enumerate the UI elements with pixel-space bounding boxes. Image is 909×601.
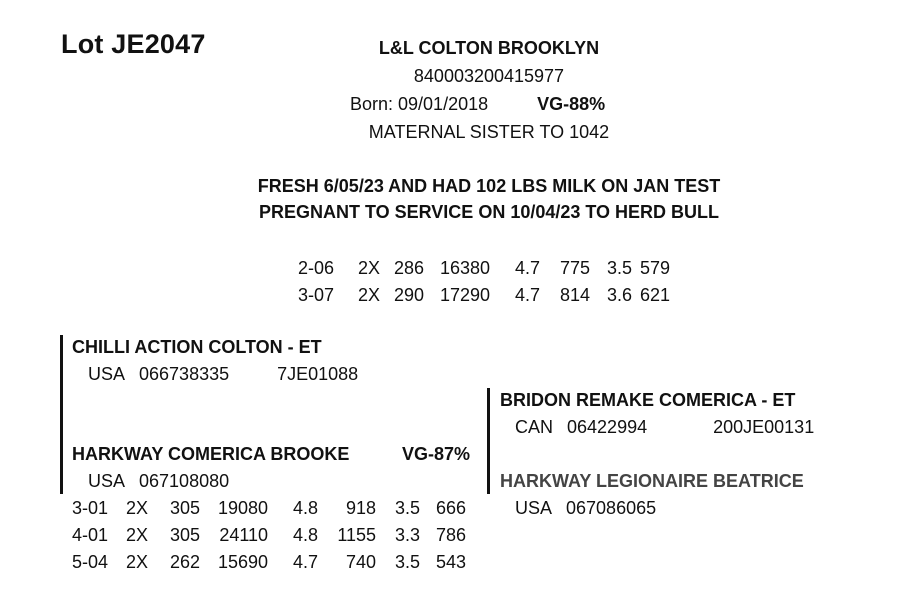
- maternal-dam-name: HARKWAY LEGIONAIRE BEATRICE: [500, 471, 804, 491]
- record-cell: 786: [435, 525, 467, 545]
- record-cell: 814: [559, 285, 590, 305]
- record-cell: 918: [345, 498, 377, 518]
- record-cell: 2X: [357, 258, 380, 278]
- record-cell: 4.8: [293, 525, 319, 545]
- fresh-remark: FRESH 6/05/23 AND HAD 102 LBS MILK ON JAN TEST: [257, 176, 721, 196]
- maternal-sire-code: 200JE00131: [713, 417, 815, 437]
- record-cell: 290: [393, 285, 424, 305]
- record-row: [298, 282, 670, 309]
- birth-date: Born: 09/01/2018: [350, 94, 489, 114]
- record-cell: 3.5: [606, 258, 632, 278]
- record-cell: 2X: [126, 498, 149, 518]
- record-cell: 3.5: [395, 498, 421, 518]
- record-cell: 4.7: [514, 258, 540, 278]
- record-cell: 621: [639, 285, 670, 305]
- record-cell: 3-07: [298, 285, 335, 305]
- classification-score: VG-88%: [537, 94, 606, 114]
- record-row: [72, 495, 466, 522]
- record-cell: 4.7: [514, 285, 540, 305]
- record-cell: 4.7: [293, 552, 319, 572]
- sire-name: CHILLI ACTION COLTON - ET: [72, 337, 322, 357]
- pregnancy-remark: PREGNANT TO SERVICE ON 10/04/23 TO HERD BULL: [258, 202, 720, 222]
- sire-number: 066738335: [139, 364, 230, 384]
- registration-number: 840003200415977: [413, 66, 565, 86]
- record-cell: 305: [169, 525, 201, 545]
- record-cell: 543: [435, 552, 467, 572]
- record-cell: 15690: [217, 552, 269, 572]
- record-cell: 1155: [337, 525, 377, 545]
- dam-id-row: [88, 471, 229, 492]
- record-cell: 2X: [126, 525, 149, 545]
- birth-classification-row: [350, 94, 605, 115]
- record-cell: 17290: [439, 285, 490, 305]
- record-cell: 2X: [357, 285, 380, 305]
- record-cell: 2-06: [298, 258, 335, 278]
- record-cell: 775: [559, 258, 590, 278]
- record-cell: 19080: [217, 498, 269, 518]
- record-cell: 740: [345, 552, 377, 572]
- sire-code: 7JE01088: [277, 364, 359, 384]
- own-production-records: [298, 255, 670, 309]
- maternal-sire-name: BRIDON REMAKE COMERICA - ET: [500, 390, 796, 410]
- record-cell: 3-01: [72, 498, 109, 518]
- sire-side-bar: [60, 335, 63, 494]
- dam-name: HARKWAY COMERICA BROOKE: [72, 444, 350, 464]
- lot-number: Lot JE2047: [61, 29, 206, 59]
- record-cell: 3.6: [606, 285, 632, 305]
- dam-number: 067108080: [139, 471, 230, 491]
- record-cell: 666: [435, 498, 467, 518]
- maternal-sire-country: CAN: [515, 417, 554, 437]
- record-cell: 16380: [439, 258, 490, 278]
- maternal-sire-id-row: [515, 417, 814, 438]
- record-cell: 579: [639, 258, 670, 278]
- maternal-sire-number: 06422994: [567, 417, 648, 437]
- dam-production-records: [72, 495, 466, 576]
- record-cell: 4.8: [293, 498, 319, 518]
- sire-id-row: [88, 364, 358, 385]
- record-row: [298, 255, 670, 282]
- maternal-dam-id-row: [515, 498, 656, 519]
- record-cell: 2X: [126, 552, 149, 572]
- record-row: [72, 549, 466, 576]
- maternal-sire-side-bar: [487, 388, 490, 494]
- record-cell: 3.5: [395, 552, 421, 572]
- record-row: [72, 522, 466, 549]
- sibling-note: MATERNAL SISTER TO 1042: [368, 122, 610, 142]
- maternal-dam-country: USA: [515, 498, 553, 518]
- record-cell: 305: [169, 498, 201, 518]
- record-cell: 3.3: [395, 525, 421, 545]
- record-cell: 4-01: [72, 525, 109, 545]
- dam-classification: VG-87%: [402, 444, 471, 464]
- record-cell: 286: [393, 258, 424, 278]
- record-cell: 5-04: [72, 552, 109, 572]
- sire-country: USA: [88, 364, 126, 384]
- maternal-dam-number: 067086065: [566, 498, 657, 518]
- record-cell: 262: [169, 552, 201, 572]
- dam-country: USA: [88, 471, 126, 491]
- record-cell: 24110: [219, 525, 269, 545]
- animal-name: L&L COLTON BROOKLYN: [378, 38, 600, 58]
